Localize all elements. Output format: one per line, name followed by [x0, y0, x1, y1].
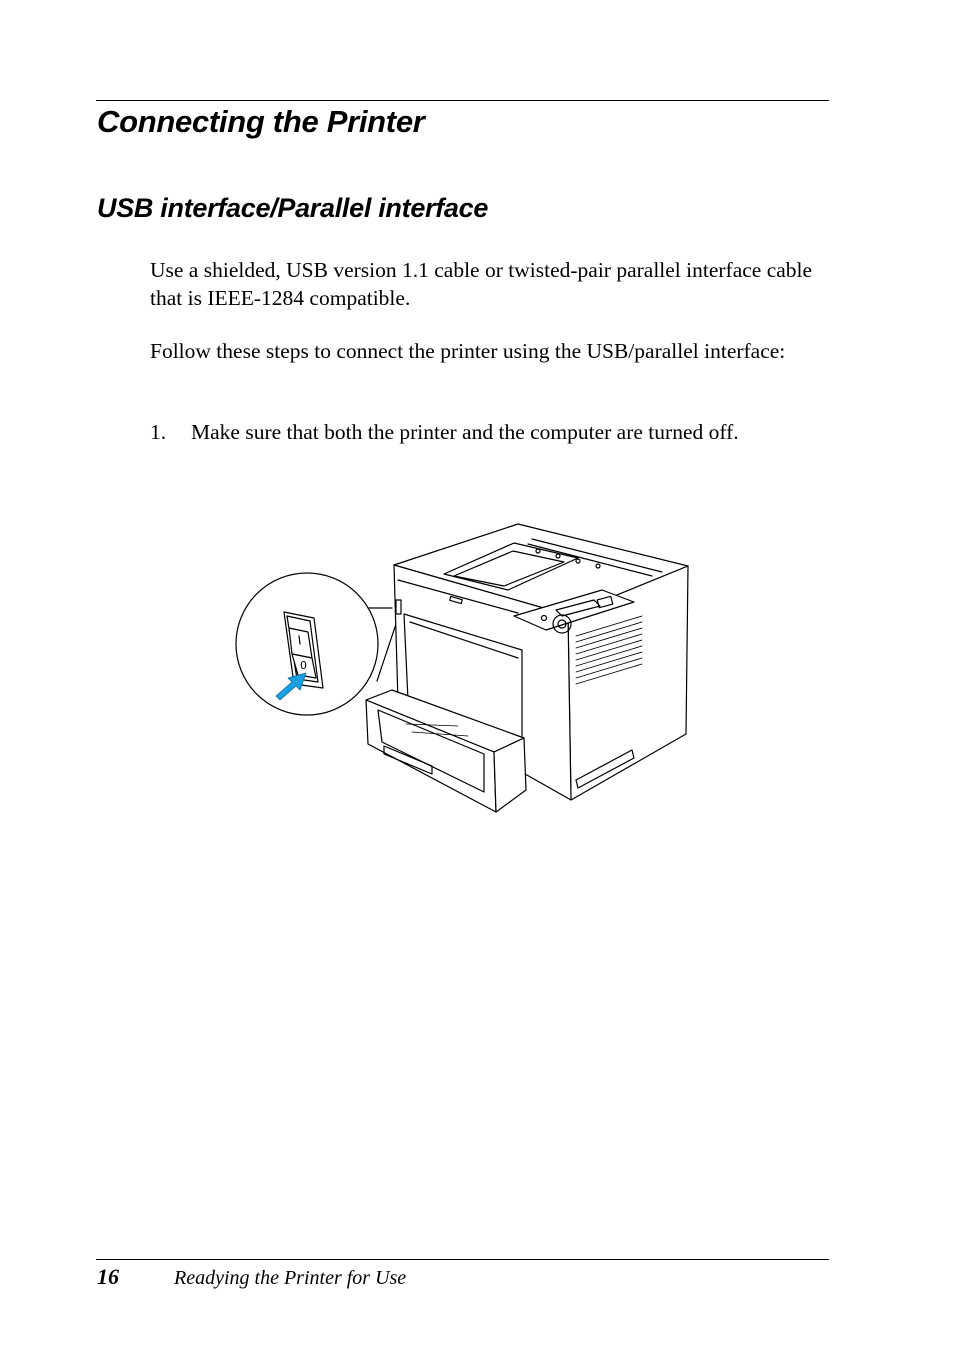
subsection-title: USB interface/Parallel interface [97, 193, 489, 223]
running-footer-title: Readying the Printer for Use [174, 1267, 407, 1289]
step-text: Make sure that both the printer and the computer are turned off. [191, 420, 739, 444]
intro-paragraph: Use a shielded, USB version 1.1 cable or twisted-pair parallel interface cable that is IEEE-1284 compatible. [150, 258, 813, 310]
section-title: Connecting the Printer [97, 104, 425, 139]
switch-off-mark: 0 [300, 659, 307, 672]
top-rule [96, 100, 829, 101]
printer-power-switch-illustration [232, 518, 692, 816]
bottom-rule [96, 1259, 829, 1260]
switch-callout [236, 573, 400, 715]
instruction-paragraph: Follow these steps to connect the printer using the USB/parallel interface: [150, 339, 786, 363]
step-number: 1. [150, 420, 167, 444]
page-number: 16 [97, 1264, 119, 1289]
printer-illustration [366, 524, 688, 812]
